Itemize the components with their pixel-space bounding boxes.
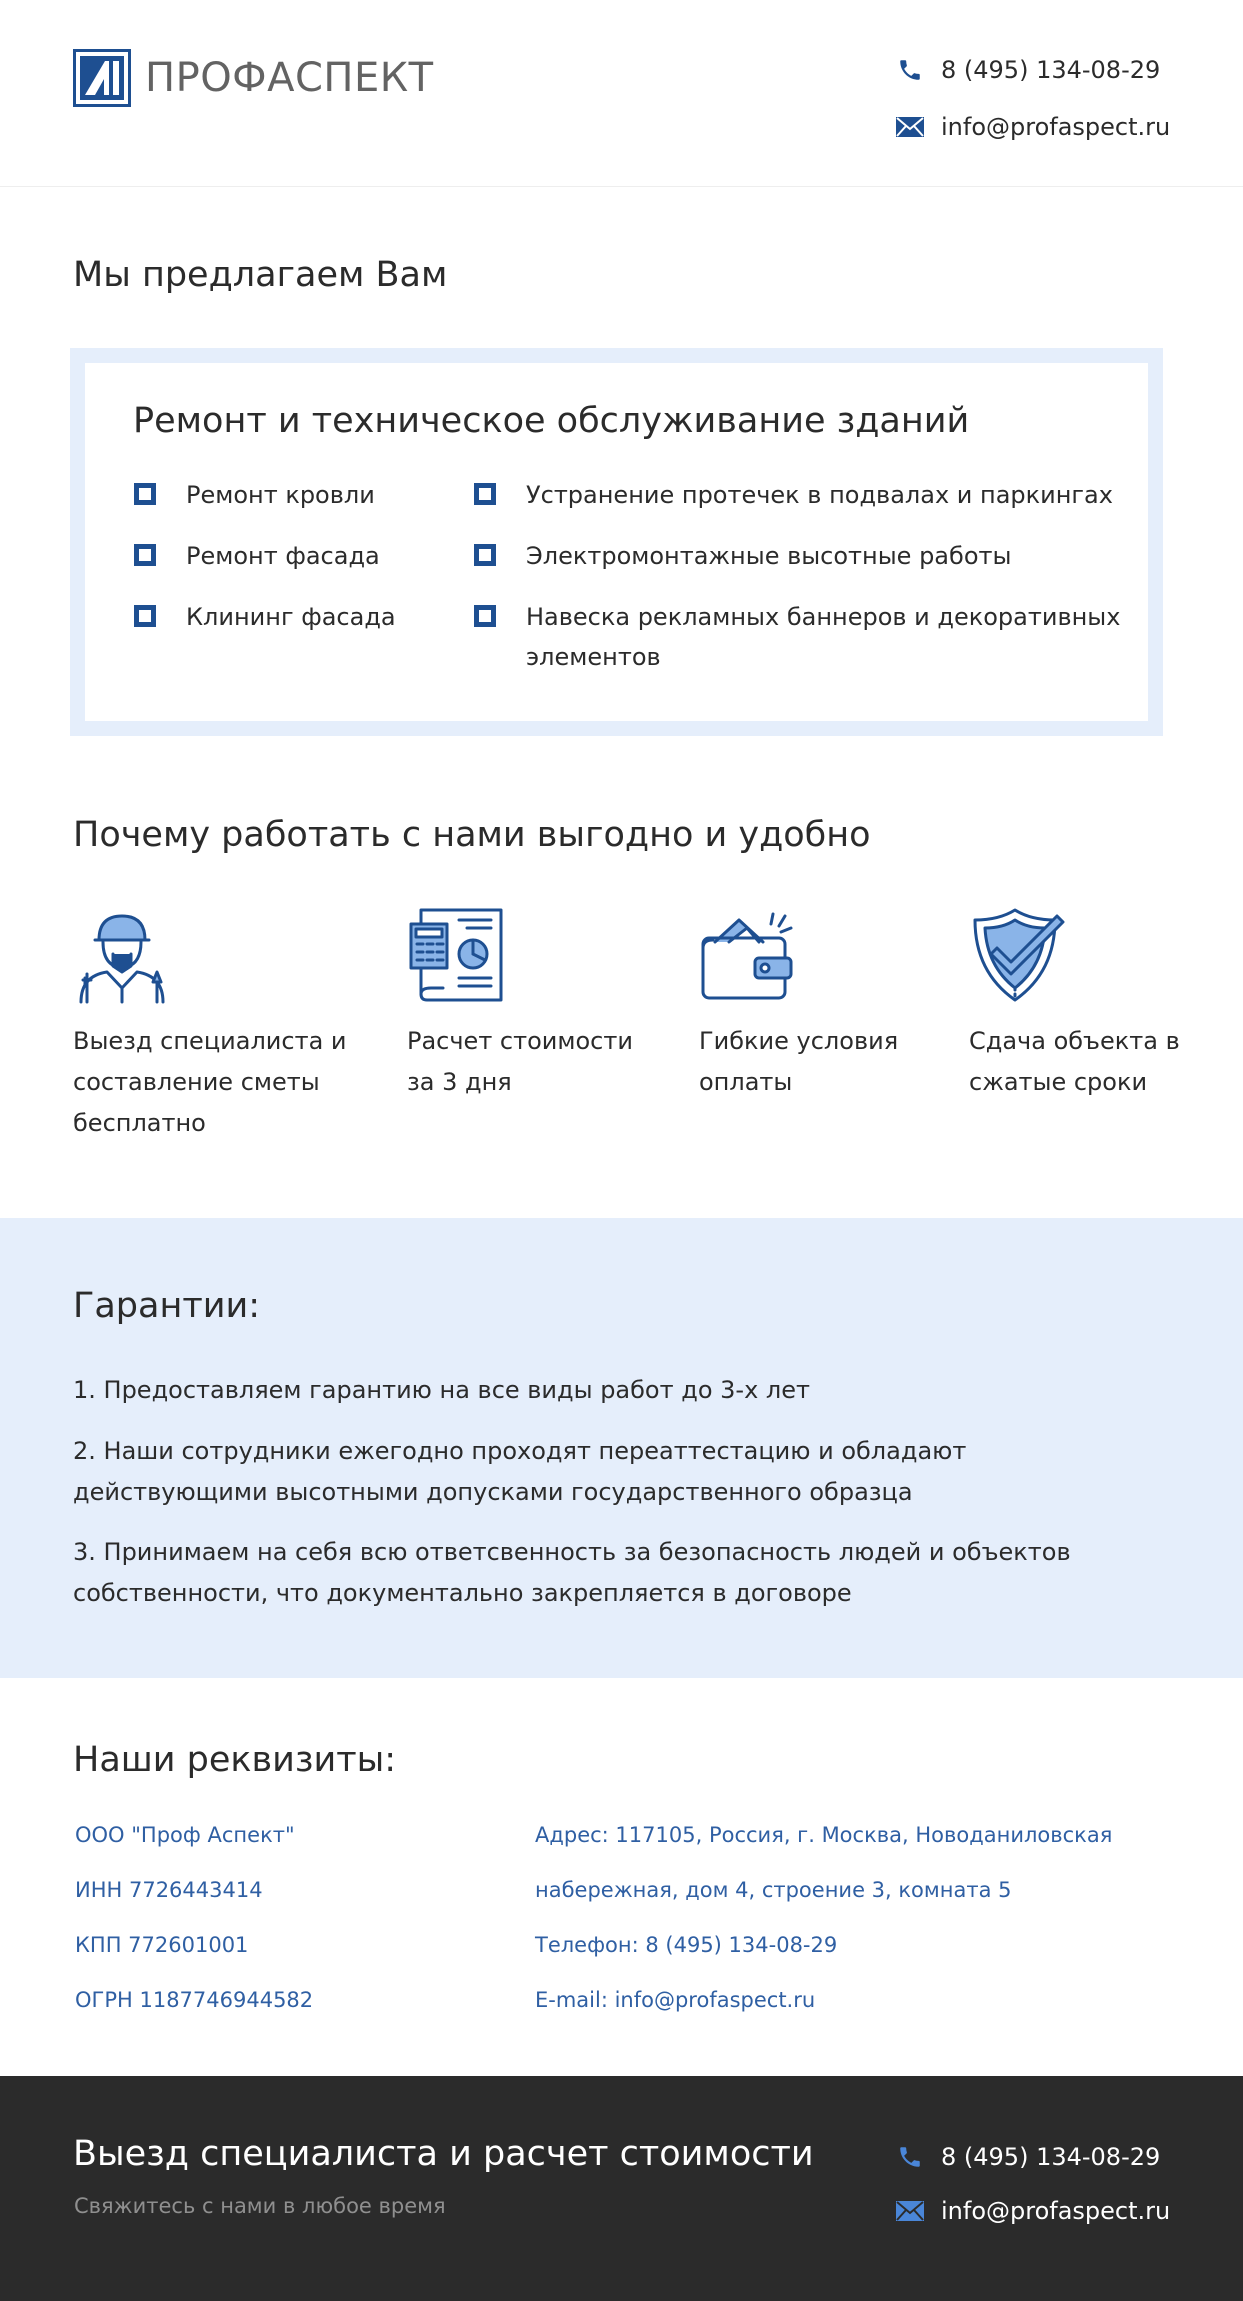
service-item: Электромонтажные высотные работы	[474, 536, 1124, 576]
benefit-text: Сдача объекта в сжатые сроки	[969, 1027, 1180, 1096]
shield-check-icon	[969, 906, 1067, 1004]
square-bullet-icon	[474, 483, 496, 505]
address-line-1: Адрес: 117105, Россия, г. Москва, Новоданиловская	[535, 1823, 1113, 1847]
footer	[0, 2076, 1243, 2301]
service-item: Навеска рекламных баннеров и декоративных элементов	[474, 597, 1124, 677]
header-email-text[interactable]: info@profaspect.ru	[941, 113, 1171, 141]
square-bullet-icon	[474, 544, 496, 566]
benefit-item	[969, 906, 1209, 1103]
phone-icon	[895, 55, 925, 85]
offer-inner	[85, 363, 1148, 721]
ogrn: ОГРН 1187746944582	[75, 1988, 314, 2012]
square-bullet-icon	[474, 605, 496, 627]
guarantees-title: Гарантии:	[73, 1286, 261, 1326]
header-phone[interactable]	[895, 55, 1160, 85]
guarantees-section	[0, 1218, 1243, 1678]
guarantee-item: 1. Предоставляем гарантию на все виды работ до 3-х лет	[73, 1376, 810, 1404]
inn: ИНН 7726443414	[75, 1878, 263, 1902]
header-phone-text[interactable]: 8 (495) 134-08-29	[941, 56, 1161, 84]
footer-email-text[interactable]: info@profaspect.ru	[941, 2197, 1171, 2225]
logo-mark-icon	[73, 49, 131, 107]
header-email[interactable]	[895, 112, 1170, 142]
mail-icon	[895, 112, 925, 142]
footer-phone[interactable]	[895, 2142, 1160, 2172]
company-name: ООО "Проф Аспект"	[75, 1823, 295, 1847]
kpp: КПП 772601001	[75, 1933, 249, 1957]
header	[0, 0, 1243, 187]
benefit-item	[407, 906, 637, 1103]
footer-subtitle: Свяжитесь с нами в любое время	[74, 2194, 446, 2218]
benefit-text: Гибкие условия оплаты	[699, 1027, 899, 1096]
address-line-2: набережная, дом 4, строение 3, комната 5	[535, 1878, 1012, 1902]
requisites-phone[interactable]: Телефон: 8 (495) 134-08-29	[535, 1933, 838, 1957]
wallet-icon	[699, 906, 797, 1004]
square-bullet-icon	[134, 483, 156, 505]
square-bullet-icon	[134, 605, 156, 627]
service-item: Ремонт фасада	[134, 536, 380, 576]
requisites-title: Наши реквизиты:	[73, 1740, 397, 1780]
calculator-document-icon	[407, 906, 505, 1004]
square-bullet-icon	[134, 544, 156, 566]
logo[interactable]	[73, 49, 434, 107]
benefit-text: Выезд специалиста и составление сметы бесплатно	[73, 1027, 347, 1137]
why-title: Почему работать с нами выгодно и удобно	[73, 815, 871, 855]
phone-icon	[895, 2142, 925, 2172]
mail-icon	[895, 2196, 925, 2226]
offer-box	[70, 348, 1163, 736]
benefit-item	[73, 906, 373, 1144]
offer-heading: Ремонт и техническое обслуживание зданий	[133, 401, 970, 441]
requisites-email[interactable]: E-mail: info@profaspect.ru	[535, 1988, 816, 2012]
worker-icon	[73, 906, 171, 1004]
service-item: Клининг фасада	[134, 597, 396, 637]
brand-name: ПРОФАСПЕКТ	[145, 55, 434, 101]
offer-title: Мы предлагаем Вам	[73, 255, 448, 295]
guarantee-item: 2. Наши сотрудники ежегодно проходят переаттестацию и обладают действующими высотными допусками государственного образца	[73, 1437, 967, 1506]
benefit-text: Расчет стоимости за 3 дня	[407, 1027, 633, 1096]
service-item: Ремонт кровли	[134, 475, 375, 515]
service-item: Устранение протечек в подвалах и паркингах	[474, 475, 1124, 515]
guarantee-item: 3. Принимаем на себя всю ответсвенность за безопасность людей и объектов собственности, что документально закрепляется в договоре	[73, 1538, 1071, 1607]
footer-title: Выезд специалиста и расчет стоимости	[73, 2134, 814, 2174]
footer-email[interactable]	[895, 2196, 1170, 2226]
footer-phone-text[interactable]: 8 (495) 134-08-29	[941, 2143, 1161, 2171]
benefit-item	[699, 906, 919, 1103]
